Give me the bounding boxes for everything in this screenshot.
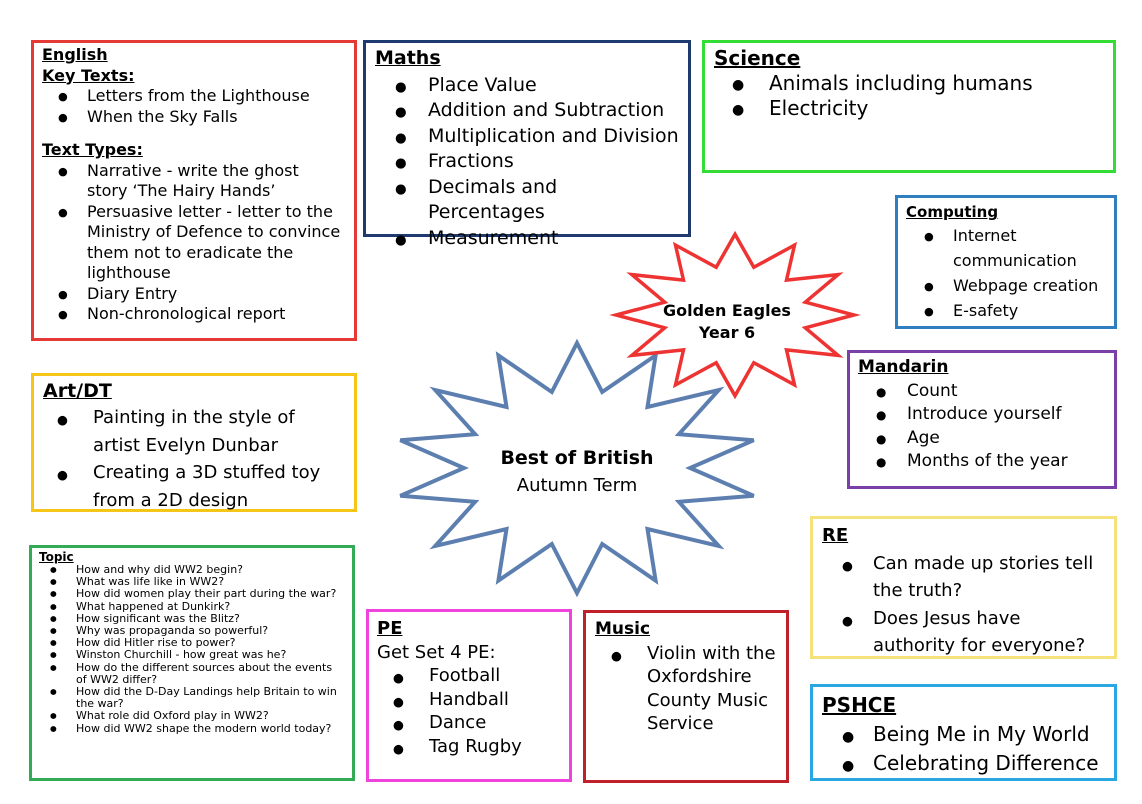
list-item: ● Webpage creation xyxy=(906,273,1106,298)
list-item: ● What happened at Dunkirk? xyxy=(39,601,345,613)
text-types-heading: Text Types: xyxy=(42,140,143,159)
class-star-title: Golden Eagles xyxy=(663,301,791,320)
pshce-title: PSHCE xyxy=(822,693,897,717)
list-item: ● Painting in the style of artist Evelyn Dunbar xyxy=(43,404,345,459)
list-item: ● Tag Rugby xyxy=(377,735,561,759)
list-item: ● Non-chronological report xyxy=(42,304,346,325)
list-item: ● When the Sky Falls xyxy=(42,107,346,128)
list-item: ● Handball xyxy=(377,688,561,712)
list-item: ● Letters from the Lighthouse xyxy=(42,86,346,107)
pe-intro: Get Set 4 PE: xyxy=(377,641,496,663)
list-item: ● Winston Churchill - how great was he? xyxy=(39,649,345,661)
science-title: Science xyxy=(714,46,801,70)
list-item: ● What was life like in WW2? xyxy=(39,576,345,588)
list-item: ● Electricity xyxy=(714,96,1104,121)
list-item: ● Introduce yourself xyxy=(858,403,1106,427)
list-item: ● Narrative - write the ghost story ‘The Hairy Hands’ xyxy=(42,161,346,202)
list-item: ● Decimals and Percentages xyxy=(375,175,679,226)
key-texts-heading: Key Texts: xyxy=(42,65,135,85)
list-item: ● Animals including humans xyxy=(714,71,1104,96)
list-item: ● Violin with the Oxfordshire County Music Service xyxy=(595,642,777,736)
list-item: ● How did the D-Day Landings help Britain to win the war? xyxy=(39,686,345,710)
class-star-subtitle: Year 6 xyxy=(698,323,756,342)
music-title: Music xyxy=(595,619,651,639)
list-item: ● Celebrating Difference xyxy=(822,749,1105,778)
list-item: ● Persuasive letter - letter to the Ministry of Defence to convince them not to eradicate the lighthouse xyxy=(42,202,346,284)
mandarin-title: Mandarin xyxy=(858,357,949,377)
list-item: ● How significant was the Blitz? xyxy=(39,613,345,625)
topic-title: Topic xyxy=(39,550,74,564)
pe-title: PE xyxy=(377,618,403,639)
list-item: ● E-safety xyxy=(906,298,1106,323)
list-item: ● Addition and Subtraction xyxy=(375,98,679,124)
list-item: ● Fractions xyxy=(375,149,679,175)
list-item: ● Can made up stories tell the truth? xyxy=(822,550,1105,605)
center-star-title: Best of British xyxy=(500,447,654,469)
list-item: ● Count xyxy=(858,380,1106,404)
art-dt-title: Art/DT xyxy=(43,380,112,402)
list-item: ● Football xyxy=(377,664,561,688)
list-item: ● Age xyxy=(858,427,1106,451)
list-item: ● Creating a 3D stuffed toy from a 2D design xyxy=(43,459,345,514)
list-item: ● How did WW2 shape the modern world today? xyxy=(39,723,345,735)
list-item: ● Why was propaganda so powerful? xyxy=(39,625,345,637)
list-item: ● How and why did WW2 begin? xyxy=(39,564,345,576)
list-item: ● Does Jesus have authority for everyone? xyxy=(822,605,1105,660)
list-item: ● Place Value xyxy=(375,73,679,99)
list-item: ● Months of the year xyxy=(858,450,1106,474)
list-item: ● Diary Entry xyxy=(42,284,346,305)
computing-title: Computing xyxy=(906,203,999,221)
list-item: ● What role did Oxford play in WW2? xyxy=(39,710,345,722)
list-item: ● Measurement xyxy=(375,226,679,252)
center-star-subtitle: Autumn Term xyxy=(516,475,638,496)
list-item: ● How do the different sources about the events of WW2 differ? xyxy=(39,662,345,686)
list-item: ● Multiplication and Division xyxy=(375,124,679,150)
re-title: RE xyxy=(822,525,849,546)
list-item: ● Dance xyxy=(377,711,561,735)
english-title: English xyxy=(42,45,108,64)
list-item: ● Internet communication xyxy=(906,223,1106,273)
maths-title: Maths xyxy=(375,47,441,69)
list-item: ● How did Hitler rise to power? xyxy=(39,637,345,649)
list-item: ● Being Me in My World xyxy=(822,720,1105,749)
list-item: ● How did women play their part during the war? xyxy=(39,588,345,600)
